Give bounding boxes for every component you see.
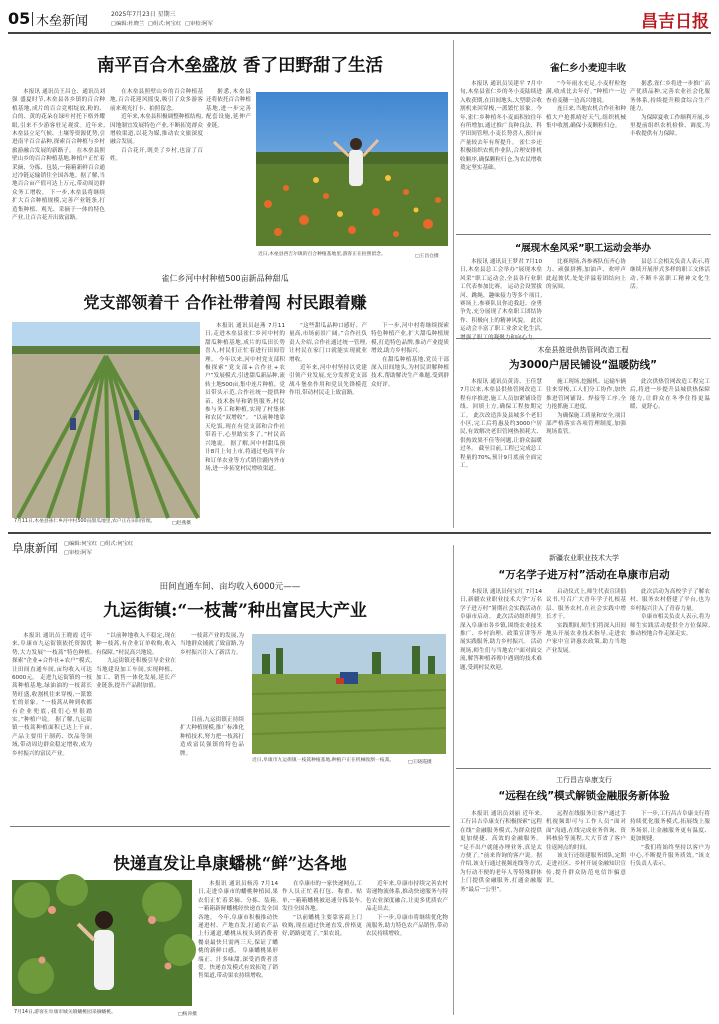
page-number: 05 [8, 9, 31, 28]
story1-caption: 近日,木垒县西吉尔镇的百合种植基地里,游客正在拍照留念。 [258, 252, 386, 257]
section-divider [8, 532, 711, 534]
story3-headline: 党支部领着干 合作社带着闯 村民跟着赚 [83, 293, 367, 312]
story5-body-col1 [460, 378, 542, 526]
story1-photo [256, 92, 448, 246]
story4-body: 本报讯 通讯员王梦君 7月10日,木垒县总工会举办“展现木垒风采”职工运动会,全县各行业职工代表参加比赛。 运动会设置拔河、跳绳、趣味接力等多个项目,赛场上,参赛队员你追我赶、奋勇争先,充分展现了木垒职工团结协作、积极向上的精神风貌。 此次运动会丰富了职工业余文化生活, [460, 259, 542, 333]
story5-body-col2: 施工现场,挖掘机、运输车辆往来穿梭,工人们分工协作,加快推进管网铺设、焊接等工序,全力抢抓施工进度。 为确保施工质量和安全,项目部严格落实各项管理制度,加强现场监管。 [546, 379, 626, 436]
story1-body-col1 [12, 88, 105, 300]
story9-body: 本报讯 通讯员杨涛 7月14日,走进阜康市的蟠桃种植园,果农们正忙着采摘、分拣、装箱,一箱箱新鲜蟠桃经快递直发全国各地。 今年,阜康市积极推动快递进村、产地直发,打通农产品上行通道,蟠桃从枝头到消费者餐桌最快只需两三天,保证了蟠桃的新鲜口感。 阜康蟠桃果形端正、汁多味甜,深受消费者喜爱。快递直发模式有效拓宽了销售渠道,带动果农持续增收。 [198, 881, 278, 980]
story5-kicker: 木垒县推进供热管网改造工程 [537, 346, 629, 354]
story6-body-col4: 目前,九运街镇正持续扩大种植规模,推广标准化种植技术,努力把一枝蒿打造成富民强镇的特色品牌。 [180, 717, 244, 757]
peach-orchard-photo [12, 880, 192, 1006]
story7-headline: “万名学子进万村”活动在阜康市启动 [498, 569, 670, 581]
melon-field-photo [12, 322, 200, 518]
story1-body: 本报讯 通讯员王昌仓、通讯员刘强 盛夏时节,木垒县各乡镇的百合种植基地,成片的百合竞相绽放,粉的、白的、黄的花朵在绿叶衬托下格外耀眼,引来不少游客驻足观赏。近年来,木垒县立足气候、土壤等资源优势,引进南平百合品种,探索百合种植与乡村旅游融合发展的新路子。 在木垒县照壁山乡的百合种植基地,种植户正忙着采摘、分拣、包装,一箱箱新鲜百合通过冷链运输销往全国各地。据了解,当地百合亩产值可达上万元,带动周边群众务工增收。 下一步,木垒县将继续扩大百合种植规模,完善产业链条,打造集种植、观光、采摘于一体的特色产业,让百合花开出致富路。 [12, 89, 105, 222]
story2-body-col2: “今年雨水充足,小麦籽粒饱满,收成比去年好。”种植户一边查看麦穗一边高兴地说。 连日来,当地农机合作社和种植大户抢抓晴好天气,组织机械集中收割,确保小麦颗粒归仓。 [546, 81, 626, 130]
proof-credit: □审校:阿军 [185, 21, 213, 27]
story3-body: 本报讯 通讯员赵燕 7月11日,走进木垒县雀仁乡河中村的甜瓜种植基地,成片的瓜田长势喜人,村民们正忙着进行田间管理。 今年以来,河中村党支部积极探索“党支部+合作社+农户”发展模式,引进甜瓜新品种,流转土地500亩,集中连片种植。党员带头示范,合作社统一提供种苗、技术指导和销售服务,村民参与务工和种植,实现了村集体和农民“双增收”。 “以前种地靠天吃饭,现在有党支部和合作社带着干,心里踏实多了。”村民高兴地说。 据了解,河中村甜瓜预计8月上旬上市,将通过电商平台和订单农业等方式销往疆内外市场,进一步拓宽村民增收渠道。 [205, 323, 285, 472]
story9-headline: 快递直发让阜康蟠桃“鲜”达各地 [113, 854, 347, 873]
column-divider-top [453, 40, 454, 528]
story6-headline: 九运街镇:“一枝蒿”种出富民大产业 [103, 601, 367, 621]
story2-rule [456, 234, 711, 235]
story7-body-col2: 启动仪式上,师生代表宣读倡议书,号召广大青年学子扎根基层、服务农村,在社会实践中增长才干。 实践期间,师生们将深入田间地头开展农业技术指导,走进农户家中宣讲惠农政策,助力当地产业发展。 [546, 589, 626, 654]
herb-harvest-photo [252, 634, 446, 754]
story3-caption: 7月11日,木垒县雀仁乡河中村500亩甜瓜地里,农户正在田间管理。 [14, 519, 156, 524]
story7-body-col3: 此次活动为高校学子了解农村、服务农村搭建了平台,也为乡村振兴注入了青春力量。 阜康市相关负责人表示,将为师生实践活动提供全方位保障,推动校地合作走深走实。 [630, 589, 710, 638]
story9-caption: 7月14日,游客在阜康市城关镇蟠桃园采摘蟠桃。 [14, 1010, 116, 1015]
column-divider-bottom [453, 545, 454, 1015]
story1-body-col2: 在木垒县照壁山乡的百合种植基地,百合花迎风摇曳,吸引了众多游客前来观光打卡、拍照留念。 近年来,木垒县积极调整种植结构,因地制宜发展特色产业,不断拓宽群众增收渠道,以花为媒,推动农文旅深度融合发展。 百合花开,既美了乡村,也富了百姓。 [110, 89, 203, 163]
story2-body-col1 [460, 80, 542, 230]
story4-body-col3: 县总工会相关负责人表示,将继续开展形式多样的职工文体活动,不断丰富职工精神文化生活。 [630, 259, 710, 291]
story6-body-col2: “以前种地收入不稳定,现在种一枝蒿,有企业订单收购,收入有保障。”村民高兴地说。 九运街镇还积极引导企业在当地建设加工车间,实现种植、加工、销售一体化发展,延长产业链条,提升产品附加值。 [96, 633, 176, 690]
story3-body-col3: 下一步,河中村将继续探索特色种植产业,扩大甜瓜种植规模,打造特色品牌,推动产业提质增效,助力乡村振兴。 在甜瓜种植基地,党员干部深入田间地头,为村民讲解种植技术,帮助解决生产难题,受到群众好评。 [371, 323, 449, 388]
story8-body: 本报讯 通讯员刘丽 近年来,工行昌吉阜康支行积极探索“远程在线”金融服务模式,为群众提供更加便捷、高效的金融服务。 “足不出户就能办理业务,真是太方便了。”前来咨询的客户说。据介绍,该支行通过视频连线等方式,为行动不便的老年人等特殊群体上门提供金融服务,打通金融服务“最后一公里”。 [460, 811, 542, 893]
story4-headline: “展现木垒风采”职工运动会举办 [515, 243, 651, 254]
story4-body-col2: 比赛现场,各参赛队伍齐心协力、顽强拼搏,加油声、欢呼声此起彼伏,处处洋溢着团结向上的氛围。 [546, 259, 626, 291]
story7-rule [456, 768, 711, 769]
story8-headline: “远程在线”模式解锁金融服务新体验 [498, 790, 670, 802]
story3-body-col2: “这些甜瓜品种口感好、产量高,市场前景广阔。”合作社负责人介绍,合作社通过统一管理,让村民在家门口就能实现就业增收。 近年来,河中村坚持以党建引领产业发展,充分发挥党支部战斗堡垒作用和党员先锋模范作用,带动村民走上致富路。 [289, 323, 367, 397]
story5-body: 本报讯 通讯员黄涛、王佳慧 7月以来,木垒县供热管网改造工程有序推进,施工人员加紧铺设管线、回填土方,确保工程按期完工。 此次改造涉及县城多个老旧小区,完工后将惠及约3000户居民,有效解决老旧管网热损耗大、供热效果不佳等问题,让群众温暖过冬。 截至目前,工程已完成总工程量的70%,预计9月底前全面完工。 [460, 379, 542, 470]
story3-kicker: 雀仁乡河中村种植500亩新品种甜瓜 [161, 274, 289, 283]
story8-body-col2: 远程在线服务让客户通过手机视频即可与工作人员“面对面”沟通,在线完成业务咨询、资料核验等流程,大大节省了客户往返网点的时间。 该支行还组建服务团队,定期走进社区、乡村开展金融知识宣传,提升群众防范电信诈骗意识。 [546, 811, 626, 885]
story2-body: 本报讯 通讯员吴建平 7月中旬,木垒县雀仁乡的冬小麦陆续进入收获期,在田间地头,大型联合收割机来回穿梭,一派繁忙景象。今年,雀仁乡种植冬小麦面积较往年有所增加,通过推广良种良法、科学田间管理,小麦长势喜人,预计亩产量较去年有所提升。 雀仁乡还积极组织农机作业队,合理安排机收顺序,确保颗粒归仓,为农民增收奠定坚实基础。 [460, 81, 542, 172]
story4-rule [456, 338, 711, 339]
section-name: 木垒新闻 [36, 14, 89, 29]
story7-body: 本报讯 通讯员何宝红 7月14日,新疆农业职业技术大学“万名学子进万村”暑期社会实践活动在阜康市启动。 此次活动组织师生深入阜康市各乡镇,围绕农业技术推广、乡村治理、政策宣讲等开展实践服务,助力乡村振兴。 活动现场,师生们与当地农户面对面交流,解答种植养殖中遇到的技术难题,受到村民欢迎。 [460, 589, 542, 671]
story6-byline: □王晓霞摄 [408, 760, 432, 765]
section2-name: 阜康新闻 [12, 541, 58, 555]
story9-body-col1 [198, 880, 278, 1014]
story5-headline: 为3000户居民铺设“温暖防线” [508, 359, 658, 371]
story6-body-col1 [12, 632, 92, 820]
story9-byline: □杨涛摄 [178, 1012, 197, 1017]
story5-body-col3: 此次供热管网改造工程完工后,将进一步提升县城供热保障能力,让群众在冬季住得更温暖、更舒心。 [630, 379, 710, 411]
story7-kicker: 新疆农业职业技术大学 [549, 554, 619, 562]
editor-credit: □编辑:杜晓兰 [111, 21, 145, 27]
story6-kicker: 田间直通车间、亩均收入6000元—— [159, 582, 301, 592]
story4-body-col1 [460, 258, 542, 334]
story8-kicker: 工行昌吉阜康支行 [556, 776, 612, 784]
page-header [8, 6, 711, 32]
story8-body-col1 [460, 810, 542, 1016]
section2-editor: □编辑:何宝红 [64, 541, 98, 547]
layout-credit: □组式:何宝红 [148, 21, 182, 27]
story1-byline: □王昌仓摄 [415, 254, 439, 259]
story9-photo [12, 880, 192, 1006]
story6-body: 本报讯 通讯员王晓霞 近年来,阜康市九运街镇依托资源优势,大力发展“一枝蒿”特色种植,探索“企业+合作社+农户”模式,让田间直通车间,亩均收入可达6000元。 走进九运街镇的一枝蒿种植基地,绿油油的一枝蒿长势旺盛,收割机往来穿梭,一派繁忙的景象。“一枝蒿从种到收都有企业兜底,我们心里很踏实。”种植户说。 据了解,九运街镇一枝蒿种植面积已达上千亩,产品主要用于制药、饮品等领域,带动周边群众稳定增收,成为乡村振兴的富民产业。 [12, 633, 92, 757]
story9-body-col2: 在阜康市的一家快递网点,工作人员正忙着打包、称重、贴单,一箱箱蟠桃被迅速分拣装车,发往全国各地。 “以前蟠桃主要靠客商上门收购,现在通过快递直发,价格更好,销路更宽了。”果农说。 [282, 881, 362, 938]
story1-body-col3: 据悉,木垒县还将依托百合种植基地,进一步完善配套设施,延伸产业链。 [206, 89, 251, 129]
lily-field-photo [256, 92, 448, 246]
newspaper-logo: 昌吉日报 [641, 12, 709, 32]
story6-photo [252, 634, 446, 754]
story6-caption: 近日,阜康市九运街镇一枝蒿种植基地,种植户正在机械收割一枝蒿。 [252, 758, 395, 763]
section2-proof: □审校:阿军 [64, 550, 92, 556]
story2-body-col3: 据悉,雀仁乡将进一步推广高产优质品种,完善农业社会化服务体系,持续提升粮食综合生产能力。 为保障夏收工作顺利开展,乡里提前组织农机检修、调度,为丰收提供有力保障。 [630, 81, 710, 138]
story3-body-col1 [205, 322, 285, 522]
story2-headline: 雀仁乡小麦迎丰收 [549, 63, 626, 74]
header-rule [8, 32, 711, 34]
header-divider [32, 12, 33, 26]
section2-layout: □组式:何宝红 [100, 541, 134, 547]
issue-date: 2025年7月23日 星期三 [111, 11, 176, 18]
story6-rule [10, 826, 450, 827]
story3-photo [12, 322, 200, 518]
story3-byline: □赵燕摄 [172, 521, 191, 526]
story9-body-col3: 近年来,阜康市持续完善农村寄递物流体系,推动快递服务与特色农业深度融合,让更多优质农产品走出去。 下一步,阜康市将继续优化物流服务,助力特色农产品销售,带动农民持续增收。 [366, 881, 448, 938]
story8-body-col3: 下一步,工行昌吉阜康支行将持续优化服务模式,拓展线上服务场景,让金融服务更有温度、更加便捷。 “我们将始终坚持以客户为中心,不断提升服务质效。”该支行负责人表示。 [630, 811, 710, 868]
story1-headline: 南平百合木垒盛放 香了田野甜了生活 [96, 56, 384, 76]
story7-body-col1 [460, 588, 542, 764]
story6-body-col3: 一枝蒿产业的发展,为当地群众铺就了致富路,为乡村振兴注入了新活力。 [180, 633, 244, 656]
